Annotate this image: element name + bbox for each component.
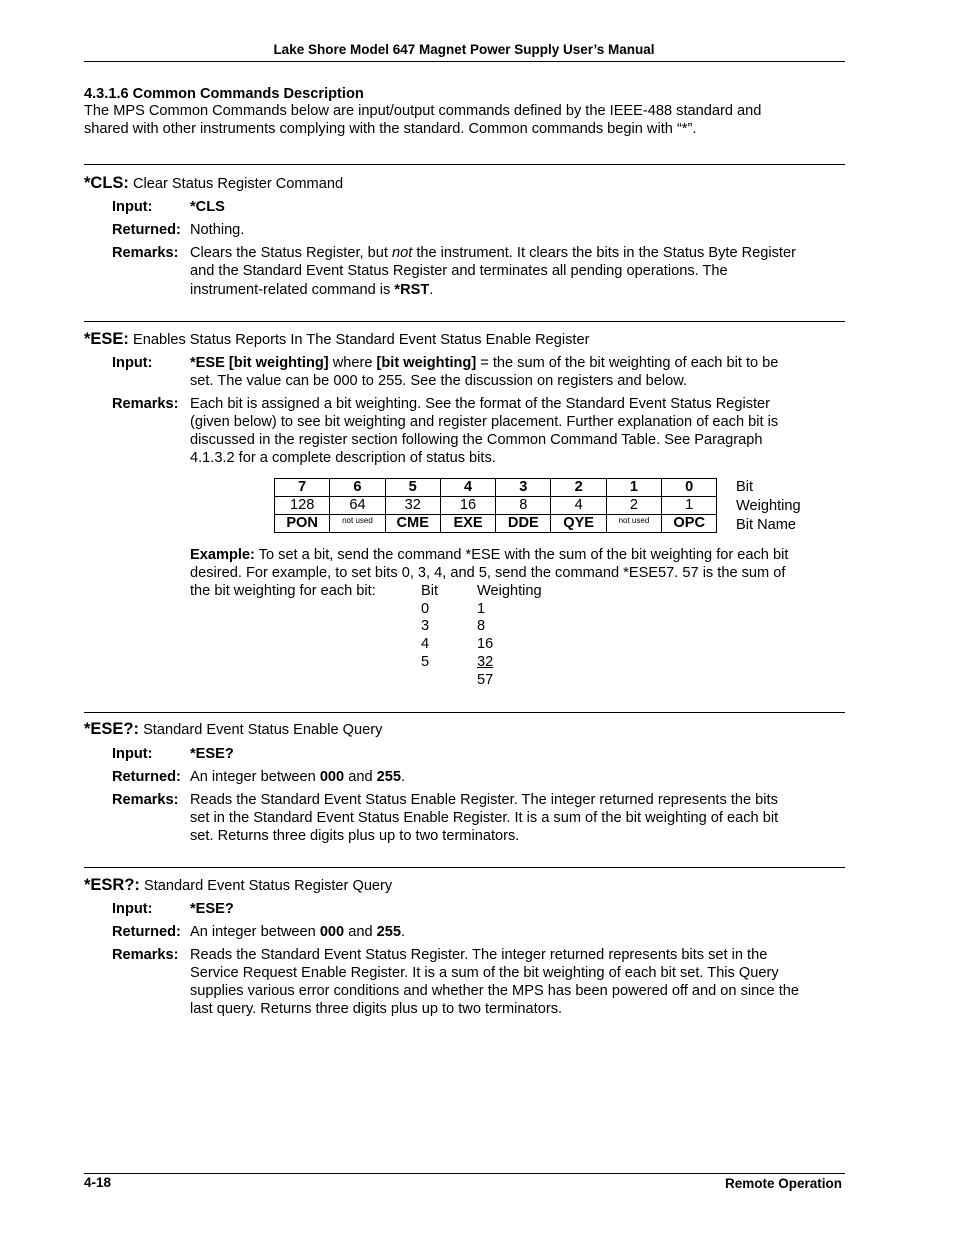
bit-cell: 3: [496, 479, 551, 497]
text-run: .: [429, 282, 434, 298]
text-run: To set a bit, send the command *ESE with the sum of the bit weighting for each bit: [254, 547, 789, 563]
cls-input-value: *CLS: [190, 199, 225, 215]
ese-input-line-1: [190, 354, 778, 372]
weight-cell: 4: [551, 497, 606, 515]
name-cell: QYE: [551, 515, 606, 533]
bit-number-row: [275, 479, 717, 497]
event-status-register-table: [274, 478, 717, 533]
name-cell: EXE: [440, 515, 495, 533]
text-run: = the sum of the bit weighting of each bit to be: [476, 355, 779, 371]
eseq-title: [84, 720, 382, 739]
name-cell: DDE: [496, 515, 551, 533]
text-run: An integer between: [190, 924, 320, 940]
text-run: Clears the Status Register, but: [190, 245, 392, 261]
row-label-bit: Bit: [736, 479, 754, 495]
ese-command-desc: Enables Status Reports In The Standard Event Status Enable Register: [133, 332, 590, 348]
example-bit-header: Bit: [421, 583, 439, 599]
name-cell: not used: [606, 515, 661, 533]
intro-line-1: The MPS Common Commands below are input/output commands defined by the IEEE-488 standard and: [84, 103, 762, 119]
esrq-title: [84, 876, 392, 895]
ese-input-line-2: set. The value can be 000 to 255. See the discussion on registers and below.: [190, 373, 688, 389]
section-heading: 4.3.1.6 Common Commands Description: [84, 86, 364, 102]
example-weight: 1: [477, 601, 486, 617]
esrq-remarks-line-2: Service Request Enable Register. It is a sum of the bit weighting of each bit set. This Query: [190, 965, 779, 981]
bold-text: 000: [319, 769, 345, 785]
bold-text: *RST: [394, 282, 430, 298]
weight-cell: 128: [275, 497, 330, 515]
weight-cell: 16: [440, 497, 495, 515]
cls-input-label: Input:: [112, 199, 153, 215]
bold-text: *ESE [bit weighting]: [190, 355, 329, 371]
bit-cell: 0: [662, 479, 717, 497]
bit-cell: 6: [330, 479, 385, 497]
esrq-input-value: *ESE?: [190, 901, 234, 917]
text-run: An integer between: [190, 769, 320, 785]
example-line-1: [190, 546, 788, 564]
eseq-command-name: *ESE?:: [84, 720, 140, 738]
text-run: .: [401, 924, 406, 940]
row-label-bit-name: Bit Name: [736, 517, 797, 533]
example-bit: 4: [421, 636, 430, 652]
example-weight: 32: [477, 654, 494, 670]
example-bit: 3: [421, 618, 430, 634]
eseq-returned-label: Returned:: [112, 769, 181, 785]
esrq-returned-label: Returned:: [112, 924, 181, 940]
ese-remarks-line-4: 4.1.3.2 for a complete description of status bits.: [190, 450, 496, 466]
name-cell: PON: [275, 515, 330, 533]
weighting-row: [275, 497, 717, 515]
text-run: where: [328, 355, 377, 371]
example-bit: 0: [421, 601, 430, 617]
example-line-3: the bit weighting for each bit:: [190, 583, 376, 599]
ese-remarks-line-2: (given below) to see bit weighting and register placement. Further explanation of each bit is: [190, 414, 779, 430]
example-weight: 8: [477, 618, 486, 634]
footer-rule: [84, 1173, 845, 1174]
eseq-command-desc: Standard Event Status Enable Query: [143, 722, 383, 738]
weight-cell: 1: [662, 497, 717, 515]
esrq-remarks-line-3: supplies various error conditions and whether the MPS has been powered off and on since the: [190, 983, 799, 999]
esrq-remarks-line-4: last query. Returns three digits plus up to two terminators.: [190, 1001, 563, 1017]
bit-cell: 5: [385, 479, 440, 497]
emphasis-text: not: [391, 245, 413, 261]
esrq-command-name: *ESR?:: [84, 876, 140, 894]
bit-cell: 1: [606, 479, 661, 497]
example-label: Example:: [190, 547, 255, 563]
text-run: instrument-related command is: [190, 282, 395, 298]
text-run: .: [401, 769, 406, 785]
ese-remarks-label: Remarks:: [112, 396, 179, 412]
row-label-weighting: Weighting: [736, 498, 801, 514]
cls-remarks-label: Remarks:: [112, 245, 179, 261]
ese-remarks-line-3: discussed in the register section following the Common Command Table. See Paragraph: [190, 432, 763, 448]
bold-text: 255: [376, 924, 401, 940]
esrq-command-desc: Standard Event Status Register Query: [143, 878, 393, 894]
eseq-input-label: Input:: [112, 746, 153, 762]
divider: [84, 867, 845, 868]
bold-text: [bit weighting]: [376, 355, 477, 371]
esrq-remarks-line-1: Reads the Standard Event Status Register. The integer returned represents bits set in the: [190, 947, 768, 963]
example-weight: 16: [477, 636, 494, 652]
weight-cell: 8: [496, 497, 551, 515]
eseq-remarks-line-1: Reads the Standard Event Status Enable Register. The integer returned represents the bits: [190, 792, 778, 808]
cls-title: [84, 174, 343, 193]
divider: [84, 321, 845, 322]
example-weight-header: Weighting: [477, 583, 542, 599]
footer-section-title: Remote Operation: [724, 1176, 842, 1191]
bit-cell: 2: [551, 479, 606, 497]
name-cell: not used: [330, 515, 385, 533]
eseq-remarks-line-2: set in the Standard Event Status Enable Register. It is a sum of the bit weighting of each bit: [190, 810, 779, 826]
example-weight-sum: 57: [477, 672, 494, 688]
eseq-returned-value: [190, 768, 405, 786]
esrq-input-label: Input:: [112, 901, 153, 917]
cls-remarks-line-1: [190, 244, 796, 262]
bit-cell: 7: [275, 479, 330, 497]
cls-remarks-line-2: and the Standard Event Status Register and terminates all pending operations. The: [190, 263, 728, 279]
page-number: 4-18: [84, 1175, 112, 1190]
cls-remarks-line-3: [190, 281, 433, 299]
example-line-2: desired. For example, to set bits 0, 3, 4, and 5, send the command *ESE57. 57 is the sum of: [190, 565, 786, 581]
ese-title: [84, 330, 589, 349]
weight-cell: 32: [385, 497, 440, 515]
esrq-remarks-label: Remarks:: [112, 947, 179, 963]
ese-command-name: *ESE:: [84, 330, 129, 348]
eseq-input-value: *ESE?: [190, 746, 234, 762]
bit-name-row: [275, 515, 717, 533]
bold-text: 000: [319, 924, 345, 940]
weight-cell: 64: [330, 497, 385, 515]
cls-returned-label: Returned:: [112, 222, 181, 238]
intro-line-2: shared with other instruments complying with the standard. Common commands begin with “*”.: [84, 121, 697, 137]
esrq-returned-value: [190, 923, 405, 941]
running-header: Lake Shore Model 647 Magnet Power Supply User’s Manual: [273, 42, 655, 57]
ese-input-label: Input:: [112, 355, 153, 371]
divider: [84, 712, 845, 713]
bold-text: 255: [376, 769, 401, 785]
divider: [84, 164, 845, 165]
cls-returned-value: Nothing.: [190, 222, 245, 238]
text-run: and: [344, 769, 377, 785]
name-cell: OPC: [662, 515, 717, 533]
cls-command-name: *CLS:: [84, 174, 129, 192]
text-run: the instrument. It clears the bits in the Status Byte Register: [412, 245, 796, 261]
cls-command-desc: Clear Status Register Command: [132, 176, 344, 192]
header-rule: [84, 61, 845, 62]
eseq-remarks-label: Remarks:: [112, 792, 179, 808]
ese-remarks-line-1: Each bit is assigned a bit weighting. See the format of the Standard Event Status Register: [190, 396, 771, 412]
bit-cell: 4: [440, 479, 495, 497]
weight-cell: 2: [606, 497, 661, 515]
text-run: and: [344, 924, 377, 940]
eseq-remarks-line-3: set. Returns three digits plus up to two terminators.: [190, 828, 520, 844]
example-bit: 5: [421, 654, 430, 670]
name-cell: CME: [385, 515, 440, 533]
